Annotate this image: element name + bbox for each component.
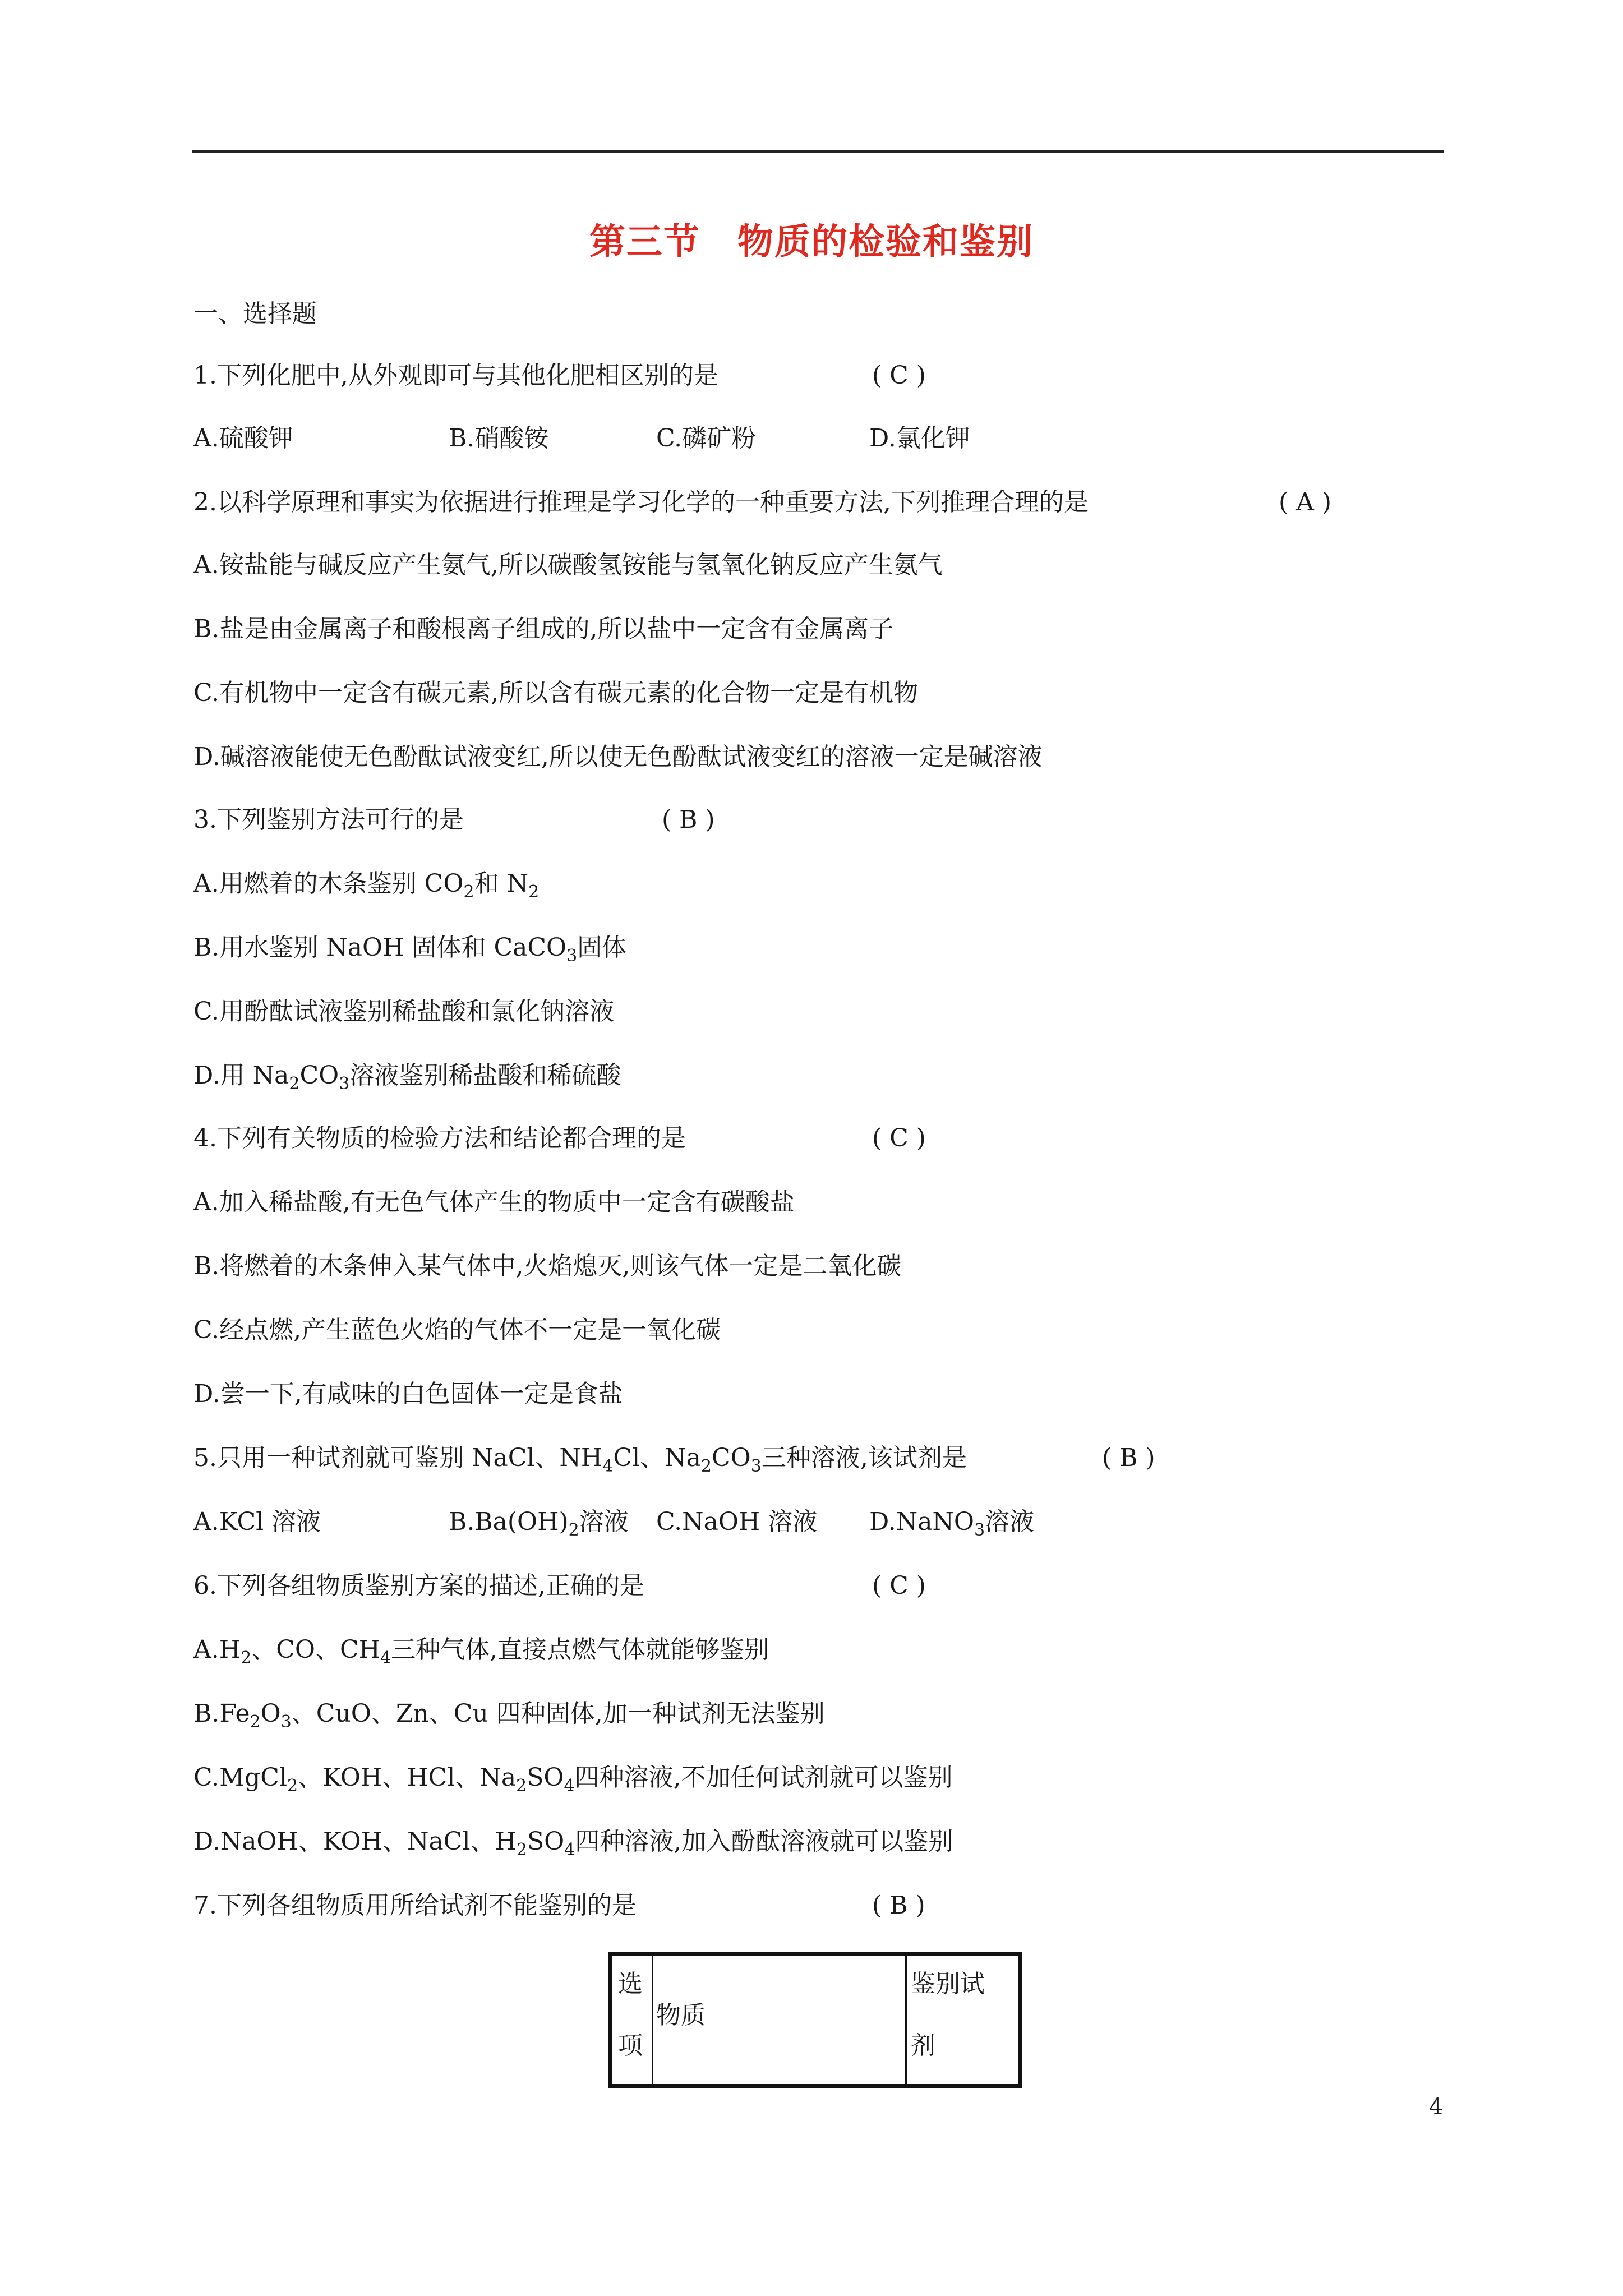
header-rule [192,150,1444,153]
q4-option-c: C.经点燃,产生蓝色火焰的气体不一定是一氧化碳 [193,1316,721,1344]
page-title: 第三节 物质的检验和鉴别 [589,222,1034,263]
q3-option-c: C.用酚酞试液鉴别稀盐酸和氯化钠溶液 [193,997,615,1026]
q2-option-a: A.铵盐能与碱反应产生氨气,所以碳酸氢铵能与氢氧化钠反应产生氨气 [193,551,943,579]
question-5-answer: ( B ) [1102,1444,1155,1472]
question-1-answer: ( C ) [872,361,926,390]
q6-option-d: D.NaOH、KOH、NaCl、$H_2SO_4$四种溶液,加入酚酞溶液就可以鉴别 [193,1827,953,1860]
q4-option-a: A.加入稀盐酸,有无色气体产生的物质中一定含有碳酸盐 [193,1188,795,1216]
question-6-stem: 6.下列各组物质鉴别方案的描述,正确的是 [193,1571,644,1600]
q1-option-d: D.氯化钾 [869,424,970,453]
question-7-stem: 7.下列各组物质用所给试剂不能鉴别的是 [193,1891,637,1920]
table-header-option-line1: 选 [618,1970,643,1998]
q2-option-b: B.盐是由金属离子和酸根离子组成的,所以盐中一定含有金属离子 [193,615,894,643]
table-header-reagent-line2: 剂 [911,2031,935,2060]
q2-option-c: C.有机物中一定含有碳元素,所以含有碳元素的化合物一定是有机物 [193,679,919,707]
question-6-answer: ( C ) [872,1571,926,1600]
table-header-substance: 物质 [656,2001,706,2030]
q1-option-b: B.硝酸铵 [449,424,549,453]
question-3-answer: ( B ) [662,805,715,834]
q6-option-b: $B.Fe_2O_3$、CuO、Zn、Cu 四种固体,加一种试剂无法鉴别 [193,1699,825,1732]
q3-option-a: A.用燃着的木条鉴别 $CO_2$和 $N_2$ [193,869,540,902]
table-header-option-line2: 项 [618,2031,643,2060]
question-5-stem: 5.只用一种试剂就可鉴别 NaCl、$NH_4Cl$、$Na_2CO_3$三种溶液,该试剂是 [193,1444,967,1476]
q6-option-c: C.MgCl$_2$、KOH、HCl、$Na_2SO_4$四种溶液,不加任何试剂就可以鉴别 [193,1763,953,1796]
q5-option-b: $B.Ba(OH)_2$溶液 [449,1507,629,1540]
q5-option-d: D.NaNO$_3$溶液 [869,1507,1035,1540]
question-3-stem: 3.下列鉴别方法可行的是 [193,805,464,834]
q1-option-a: A.硫酸钾 [193,424,293,453]
q4-option-d: D.尝一下,有咸味的白色固体一定是食盐 [193,1380,623,1408]
section-heading: 一、选择题 [193,299,317,328]
q5-option-a: A.KCl 溶液 [193,1507,321,1536]
q6-option-a: $A.H_2$、CO、$CH_4$三种气体,直接点燃气体就能够鉴别 [193,1635,769,1668]
table-divider [905,1956,907,2084]
answer-table [608,1952,1022,2088]
q5-option-c: C.NaOH 溶液 [656,1507,818,1536]
question-2-answer: ( A ) [1279,488,1332,517]
page-number: 4 [1429,2094,1444,2120]
question-4-answer: ( C ) [872,1124,926,1152]
q2-option-d: D.碱溶液能使无色酚酞试液变红,所以使无色酚酞试液变红的溶液一定是碱溶液 [193,743,1043,771]
question-2-stem: 2.以科学原理和事实为依据进行推理是学习化学的一种重要方法,下列推理合理的是 [193,488,1089,517]
q3-option-d: D.用 $Na_2CO_3$溶液鉴别稀盐酸和稀硫酸 [193,1061,621,1094]
question-1-stem: 1.下列化肥中,从外观即可与其他化肥相区别的是 [193,361,718,390]
q1-option-c: C.磷矿粉 [656,424,757,453]
question-7-answer: ( B ) [872,1891,925,1920]
q3-option-b: B.用水鉴别 NaOH 固体和 CaCO$_3$固体 [193,933,627,966]
question-4-stem: 4.下列有关物质的检验方法和结论都合理的是 [193,1124,686,1152]
table-header-reagent-line1: 鉴别试 [911,1970,985,1998]
q4-option-b: B.将燃着的木条伸入某气体中,火焰熄灭,则该气体一定是二氧化碳 [193,1252,902,1280]
table-divider [652,1956,653,2084]
